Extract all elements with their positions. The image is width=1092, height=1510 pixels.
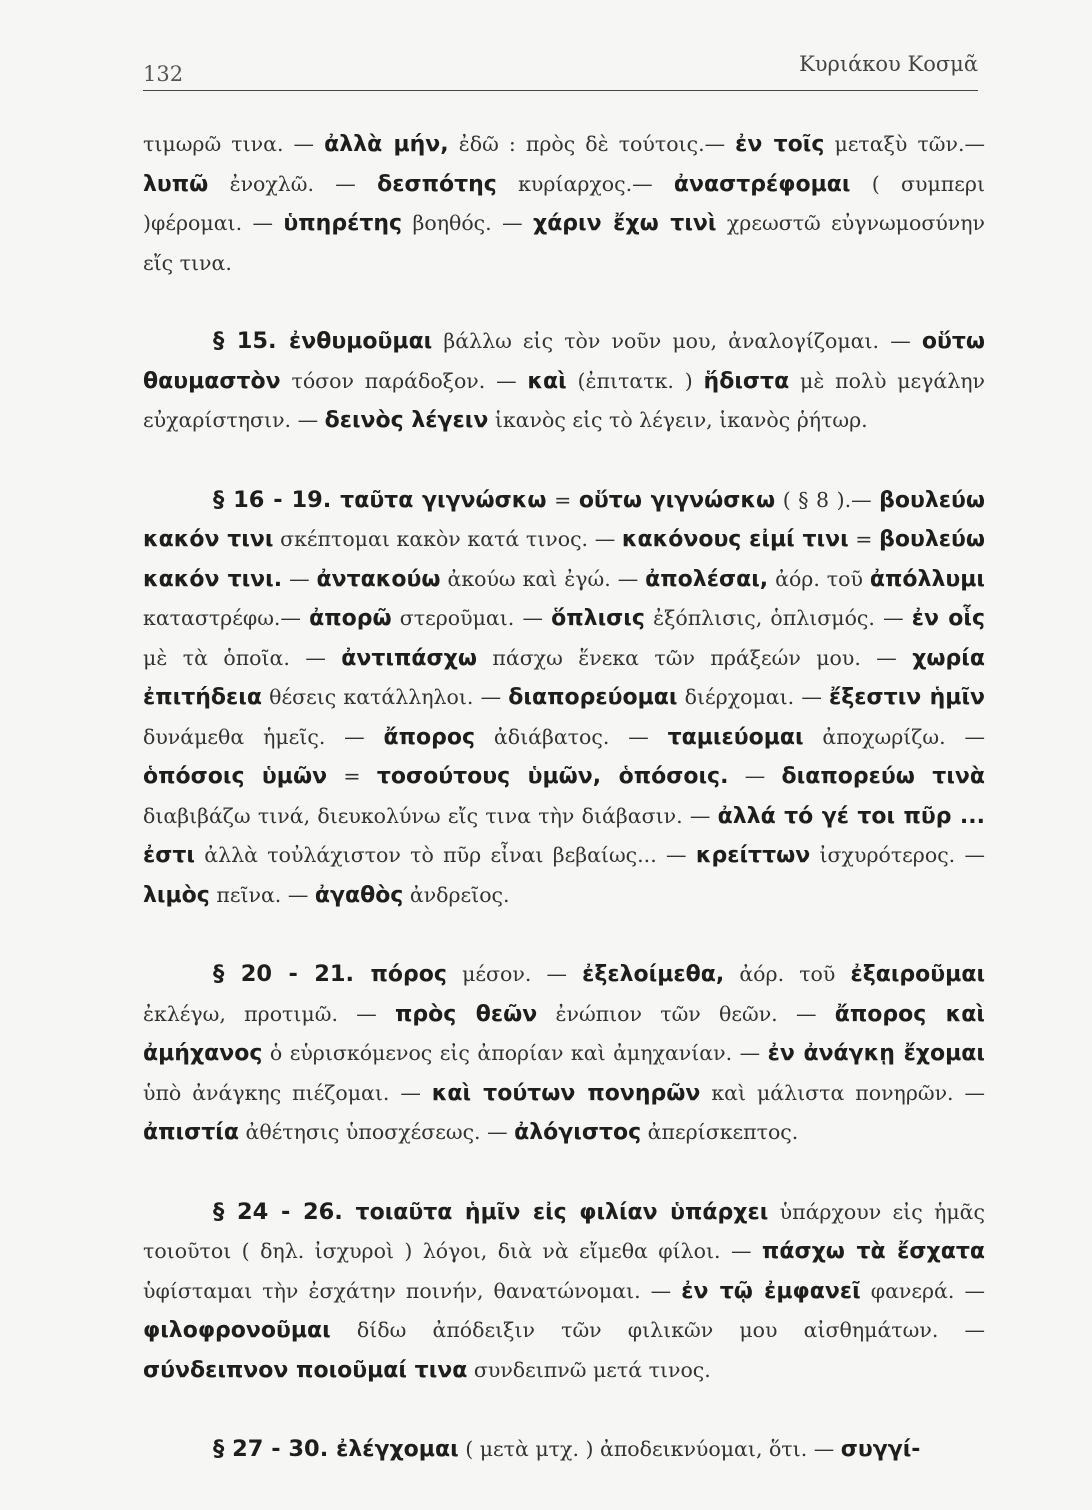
headword: ἄπορος [383,724,476,750]
headword: ἐν ἀνάγκῃ ἔχομαι [767,1041,985,1066]
gloss-text: ἐνώπιον τῶν θεῶν. — [537,1001,835,1026]
gloss-text: ὑπὸ ἀνάγκης πιέζομαι. — [143,1080,432,1105]
gloss-text: ἀποχωρίζω. — [803,724,985,749]
headword: πάσχω τὰ ἔσχατα [761,1239,986,1264]
section-ref: § 27 - 30. [213,1436,337,1462]
gloss-text: τιμωρῶ τινα. — [143,132,325,156]
gloss-text: ἐξόπλισις, ὁπλισμός. — [644,606,912,630]
running-head: Κυριάκου Κοσμᾶ [799,52,978,76]
gloss-text: τόσον παράδοξον. — [280,368,528,393]
gloss-text: ἀδιάβατος. — [475,724,668,749]
gloss-text: κυρίαρχος.— [496,171,674,196]
headword: ἐν οἷς [911,606,986,631]
gloss-text: ἀόρ. τοῦ [768,566,870,591]
gloss-text: σκέπτομαι κακὸν κατά τινος. — [273,527,622,551]
gloss-text: = [327,764,377,788]
headword: βουλεύω κακόν τινι [143,487,986,552]
headword: οὕτω θαυμαστὸν [143,329,985,394]
gloss-text: ἀκούω καὶ ἐγώ. — [440,566,646,591]
headword: καὶ τούτων πονηρῶν [431,1080,701,1106]
headword: ὅπλισις [551,606,645,631]
body-text [143,125,985,1510]
gloss-text: χρεωστῶ εὐγνωμοσύνην εἴς τινα. [143,211,986,275]
headword: ἀπόλλυμι [869,566,985,592]
gloss-text: ἐκλέγω, προτιμῶ. — [143,1001,396,1026]
page-number: 132 [143,62,184,86]
gloss-text: διέρχομαι. — [677,685,830,709]
headword: ἀπορῶ [309,606,392,631]
paragraph-p3 [143,481,985,916]
paragraph-p6 [143,1430,985,1470]
section-ref: § 24 - 26. [213,1198,356,1225]
gloss-text: μεταξὺ τῶν.— [824,132,985,156]
gloss-text: ἀόρ. τοῦ [724,962,851,986]
gloss-text: ἀλλὰ τοὐλάχιστον τὸ πῦρ εἶναι βεβαίως... — [195,843,696,867]
gloss-text: μέσον. — [446,962,583,986]
paragraph-p2 [143,322,985,441]
headword: ὑπηρέτης [283,211,403,236]
headword: ἀπιστία [143,1120,239,1145]
section-ref: § 20 - 21. [213,961,371,987]
gloss-text: καταστρέφω.— [143,606,310,630]
headword: ἀντιπάσχω [341,645,477,671]
gloss-text: = [546,487,579,512]
gloss-text: πεῖνα. — [209,882,315,907]
gloss-text: ἐδῶ : πρὸς δὲ τούτοις.— [448,132,736,156]
gloss-text: φανερά. — [860,1278,985,1303]
headword: ἐξαιροῦμαι [850,962,986,987]
headword: ἥδιστα [703,368,790,394]
gloss-text: βάλλω εἰς τὸν νοῦν μου, ἀναλογίζομαι. — [432,329,922,353]
gloss-text: ὑπάρχουν εἰς ἡμᾶς τοιοῦτοι ( δηλ. ἰσχυροὶ ) λόγοι, διὰ νὰ εἴμεθα φίλοι. — [143,1199,985,1263]
headword: ἐνθυμοῦμαι [289,329,433,354]
headword: ἐν τῷ ἐμφανεῖ [681,1278,861,1304]
headword: πρὸς θεῶν [395,1001,538,1027]
gloss-text: ( συμπερι )φέρομαι. — [143,171,985,235]
headword: ἐξελοίμεθα, [582,962,725,987]
gloss-text: συνδειπνῶ μετά τινος. [467,1357,711,1382]
headword: ταῦτα γιγνώσκω [340,487,547,513]
gloss-text: ἐνοχλῶ. — [208,171,378,196]
headword: τοσούτους ὑμῶν, ὁπόσοις. [376,764,729,789]
paragraph-p4 [143,955,985,1153]
headword: ἐν τοῖς [735,132,825,157]
headword: δεσπότης [377,171,497,197]
headword: ἀναστρέφομαι [673,171,851,197]
headword: συγγί- [840,1437,921,1462]
gloss-text: — [282,566,317,591]
headword: τοιαῦτα ἡμῖν εἰς φιλίαν ὑπάρχει [355,1199,769,1225]
gloss-text: δίδω ἀπόδειξιν τῶν φιλικῶν μου αἰσθημάτων. — [330,1318,985,1342]
headword: φιλοφρονοῦμαι [143,1318,331,1343]
headword: ταμιεύομαι [667,724,804,750]
headword: βουλεύω κακόν τινι. [143,527,986,592]
headword: ἀπολέσαι, [645,566,769,592]
gloss-text: ( μετὰ μτχ. ) ἀποδεικνύομαι, ὅτι. — [458,1437,841,1461]
headword: σύνδειπνον ποιοῦμαί τινα [143,1357,468,1383]
paragraph-p5 [143,1193,985,1391]
headword: χωρία ἐπιτήδεια [143,645,985,710]
gloss-text: μὲ τὰ ὁποῖα. — [143,645,342,670]
gloss-text: ( § 8 ).— [775,487,880,512]
gloss-text: θέσεις κατάλληλοι. — [261,685,509,709]
headword: λυπῶ [143,171,209,197]
headword: οὕτω γιγνώσκω [578,487,776,513]
headword: καὶ [527,368,567,394]
headword: δεινὸς λέγειν [324,408,489,433]
gloss-text: ἰσχυρότερος. — [810,843,985,867]
gloss-text: ἀπερίσκεπτος. [641,1120,799,1144]
headword: ἔξεστιν ἡμῖν [829,685,985,710]
headword: χάριν ἔχω τινὶ [533,211,717,236]
gloss-text: διαβιβάζω τινά, διευκολύνω εἴς τινα τὴν διάβασιν. — [143,803,718,828]
gloss-text: — [728,764,782,788]
headword: διαπορεύω τινὰ [781,764,985,789]
section-ref: § 16 - 19. [213,486,341,513]
headword: διαπορεύομαι [508,685,678,710]
gloss-text: μὲ πολὺ μεγάλην εὐχαρίστησιν. — [143,368,985,432]
headword: ἀλλὰ μήν, [324,132,449,157]
headword: λιμὸς [143,882,210,908]
headword: ἀγαθὸς [314,882,404,908]
headword: ἐλέγχομαι [336,1437,459,1462]
headword: ἀλόγιστος [514,1120,642,1145]
headword: κακόνους εἰμί τινι [621,527,849,552]
headword: ὁπόσοις ὑμῶν [143,764,328,789]
gloss-text: δυνάμεθα ἡμεῖς. — [143,724,384,749]
gloss-text: πάσχω ἕνεκα τῶν πράξεών μου. — [476,645,913,670]
headword: ἄπορος καὶ ἀμήχανος [143,1001,985,1066]
gloss-text: βοηθός. — [402,211,533,235]
gloss-text: στεροῦμαι. — [391,606,552,630]
gloss-text: = [848,527,880,551]
headword: ἀλλά τό γέ τοι πῦρ ... ἐστι [143,803,985,868]
gloss-text: καὶ μάλιστα πονηρῶν. — [700,1080,986,1105]
page-header [143,50,978,91]
gloss-text: ὑφίσταμαι τὴν ἐσχάτην ποινήν, θανατώνομαι. — [143,1278,682,1303]
paragraph-p1 [143,125,985,282]
section-ref: § 15. [213,328,290,354]
gloss-text: (ἐπιτατκ. ) [566,368,704,393]
gloss-text: ἀνδρεῖος. [403,882,510,907]
headword: ἀντακούω [316,566,441,592]
gloss-text: ἀθέτησις ὑποσχέσεως. — [238,1120,515,1144]
gloss-text: ὁ εὑρισκόμενος εἰς ἀπορίαν καὶ ἀμηχανίαν. — [262,1041,768,1065]
headword: πόρος [370,962,447,987]
gloss-text: ἱκανὸς εἰς τὸ λέγειν, ἱκανὸς ῥήτωρ. [488,408,868,432]
headword: κρείττων [695,843,811,868]
